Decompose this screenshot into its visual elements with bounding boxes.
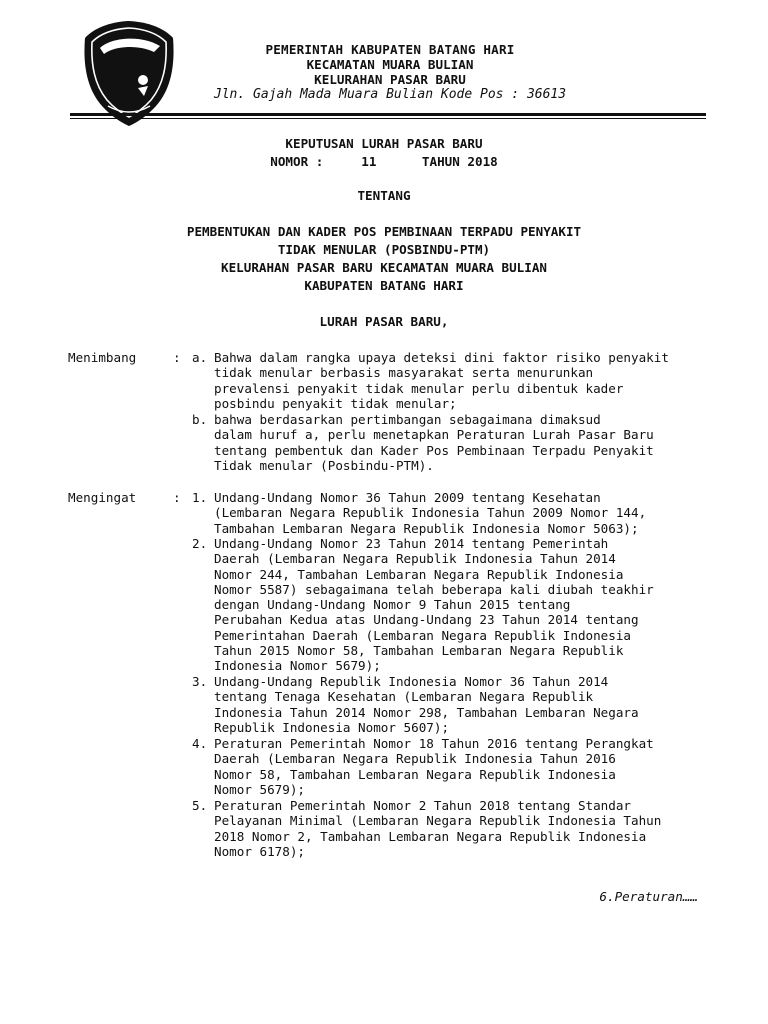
subject-line: KELURAHAN PASAR BARU KECAMATAN MUARA BULIAN	[220, 260, 548, 275]
list-item: Undang-Undang Nomor 23 Tahun 2014 tentang Pemerintah Daerah (Lembaran Negara Republik Indonesia Tahun 2014 Nomor 244, Tambahan Lembaran Negara Republik Indonesia Nomor 5587) sebagaimana telah beberapa kali diubah teakhir dengan Undang-Undang Nomor 9 Tahun 2015 tentang Perubahan Kedua atas Undang-Undang 23 Tahun 2014 tentang Pemerintahan Daerah (Lembaran Negara Republik Indonesia Tahun 2015 Nomor 58, Tambahan Lembaran Negara Republik Indonesia Nomor 5679);	[214, 536, 654, 674]
mengingat-colon: :	[173, 490, 181, 505]
list-marker: 1.	[192, 490, 208, 505]
mengingat-label: Mengingat	[68, 490, 137, 505]
list-item: Bahwa dalam rangka upaya deteksi dini faktor risiko penyakit tidak menular berbasis masyarakat serta menurunkan prevalensi penyakit tidak menular perlu dibentuk kader posbindu penyakit tidak menular;	[214, 350, 669, 411]
regency-crest-icon	[80, 18, 178, 128]
authority-heading: LURAH PASAR BARU,	[319, 314, 449, 329]
decree-number: NOMOR : 11 TAHUN 2018	[270, 154, 498, 169]
header-village: KELURAHAN PASAR BARU	[314, 72, 466, 87]
list-item: Undang-Undang Republik Indonesia Nomor 36 Tahun 2014 tentang Tenaga Kesehatan (Lembaran Negara Republik Indonesia Tahun 2014 Nomor 298, Tambahan Lembaran Negara Republik Indonesia Nomor 5607);	[214, 674, 639, 735]
subject-line: PEMBENTUKAN DAN KADER POS PEMBINAAN TERPADU PENYAKIT	[186, 224, 582, 239]
list-marker: 3.	[192, 674, 208, 689]
list-marker: a.	[192, 350, 208, 365]
header-government: PEMERINTAH KABUPATEN BATANG HARI	[265, 42, 515, 57]
menimbang-colon: :	[173, 350, 181, 365]
list-item: bahwa berdasarkan pertimbangan sebagaimana dimaksud dalam huruf a, perlu menetapkan Peraturan Lurah Pasar Baru tentang pembentuk dan Kader Pos Pembinaan Terpadu Penyakit Tidak menular (Posbindu-PTM).	[214, 412, 654, 473]
letterhead-rule-thin	[70, 118, 706, 119]
list-marker: b.	[192, 412, 208, 427]
decree-title: KEPUTUSAN LURAH PASAR BARU	[285, 136, 483, 151]
subject-line: TIDAK MENULAR (POSBINDU-PTM)	[277, 242, 491, 257]
menimbang-label: Menimbang	[68, 350, 137, 365]
header-district: KECAMATAN MUARA BULIAN	[306, 57, 474, 72]
page-continuation: 6.Peraturan……	[599, 889, 698, 904]
list-marker: 4.	[192, 736, 208, 751]
list-item: Undang-Undang Nomor 36 Tahun 2009 tentang Kesehatan (Lembaran Negara Republik Indonesia Tahun 2009 Nomor 144, Tambahan Lembaran Negara Republik Indonesia Nomor 5063);	[214, 490, 647, 536]
letterhead-rule-thick	[70, 113, 706, 116]
subject-line: KABUPATEN BATANG HARI	[304, 278, 464, 293]
list-item: Peraturan Pemerintah Nomor 2 Tahun 2018 tentang Standar Pelayanan Minimal (Lembaran Negara Republik Indonesia Tahun 2018 Nomor 2, Tambahan Lembaran Negara Republik Indonesia Nomor 6178);	[214, 798, 662, 859]
list-item: Peraturan Pemerintah Nomor 18 Tahun 2016 tentang Perangkat Daerah (Lembaran Negara Republik Indonesia Tahun 2016 Nomor 58, Tambahan Lembaran Negara Republik Indonesia Nomor 5679);	[214, 736, 654, 797]
list-marker: 2.	[192, 536, 208, 551]
header-address: Jln. Gajah Mada Muara Bulian Kode Pos : 36613	[213, 87, 567, 102]
list-marker: 5.	[192, 798, 208, 813]
tentang-heading: TENTANG	[357, 188, 411, 203]
